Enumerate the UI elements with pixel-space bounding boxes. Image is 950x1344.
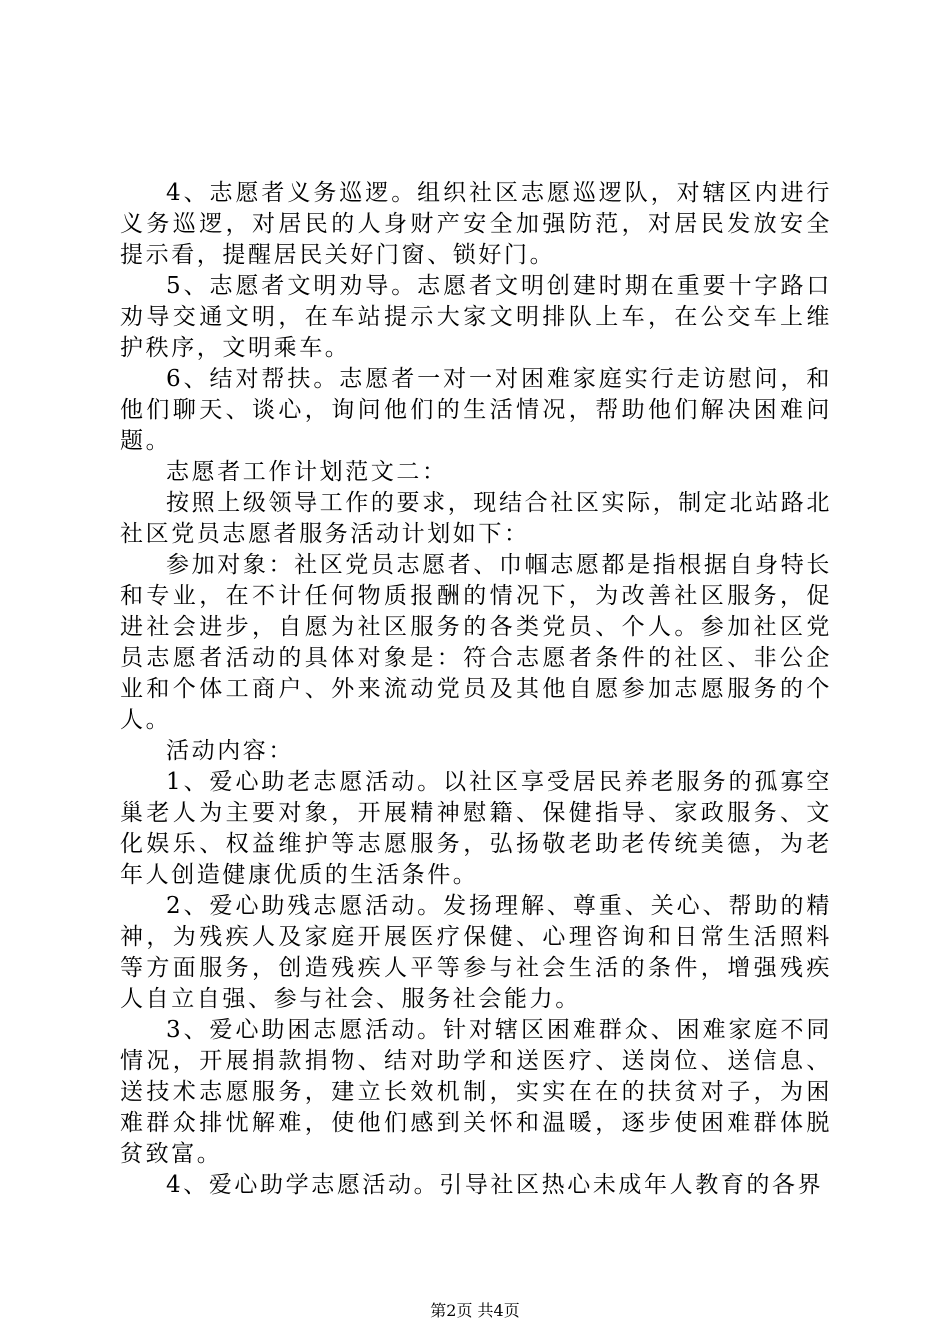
- paragraph-civility: 5、志愿者文明劝导。志愿者文明创建时期在重要十字路口劝导交通文明，在车站提示大家文明排队上车，在公交车上维护秩序，文明乘车。: [120, 273, 832, 361]
- paragraph-poverty-help: 3、爱心助困志愿活动。针对辖区困难群众、困难家庭不同情况，开展捐款捐物、结对助学和送医疗、送岗位、送信息、送技术志愿服务，建立长效机制，实实在在的扶贫对子，为困难群众排忧解难，使他们感到关怀和温暖，逐步使困难群体脱贫致富。: [120, 1017, 832, 1167]
- paragraph-intro: 按照上级领导工作的要求，现结合社区实际，制定北站路北社区党员志愿者服务活动计划如下：: [120, 490, 832, 547]
- activities-heading: 活动内容：: [166, 738, 294, 764]
- paragraph-education-help: 4、爱心助学志愿活动。引导社区热心未成年人教育的各界: [166, 1172, 824, 1198]
- paragraph-disabled-help: 2、爱心助残志愿活动。发扬理解、尊重、关心、帮助的精神，为残疾人及家庭开展医疗保健、心理咨询和日常生活照料等方面服务，创造残疾人平等参与社会生活的条件，增强残疾人自立自强、参与社会、服务社会能力。: [120, 893, 832, 1012]
- paragraph-participants: 参加对象：社区党员志愿者、巾帼志愿都是指根据自身特长和专业，在不计任何物质报酬的情况下，为改善社区服务，促进社会进步，自愿为社区服务的各类党员、个人。参加社区党员志愿者活动的具体对象是：符合志愿者条件的社区、非公企业和个体工商户、外来流动党员及其他自愿参加志愿服务的个人。: [120, 552, 832, 733]
- page-number: 第2页 共4页: [430, 1301, 520, 1320]
- paragraph-patrol: 4、志愿者义务巡逻。组织社区志愿巡逻队，对辖区内进行义务巡逻，对居民的人身财产安全加强防范，对居民发放安全提示看，提醒居民关好门窗、锁好门。: [120, 180, 832, 268]
- paragraph-pairing-help: 6、结对帮扶。志愿者一对一对困难家庭实行走访慰问，和他们聊天、谈心，询问他们的生活情况，帮助他们解决困难问题。: [120, 366, 832, 454]
- paragraph-elderly-help: 1、爱心助老志愿活动。以社区享受居民养老服务的孤寡空巢老人为主要对象，开展精神慰籍、保健指导、家政服务、文化娱乐、权益维护等志愿服务，弘扬敬老助老传统美德，为老年人创造健康优质的生活条件。: [120, 769, 832, 888]
- document-body: [120, 178, 832, 1201]
- section-heading: 志愿者工作计划范文二：: [166, 459, 448, 485]
